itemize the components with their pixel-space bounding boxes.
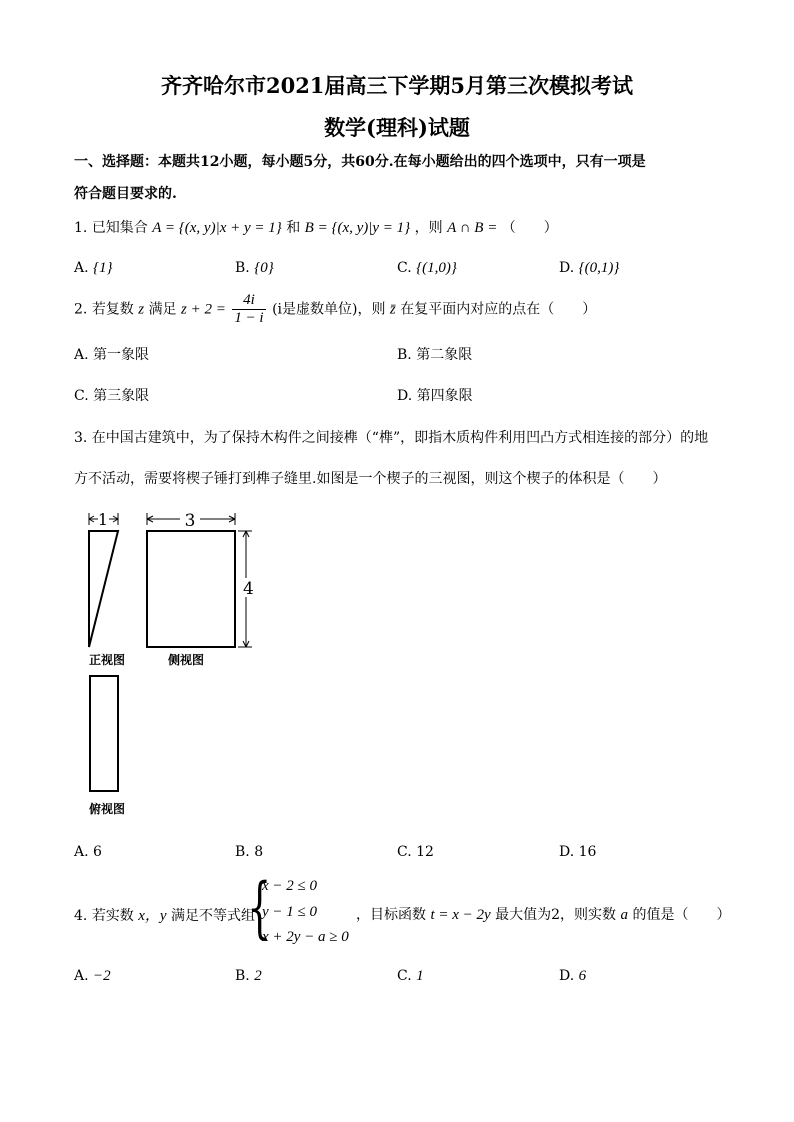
fraction xyxy=(232,292,265,327)
question-2 xyxy=(74,292,596,327)
option-key: A. xyxy=(74,260,89,276)
option-value: {0} xyxy=(254,260,274,276)
option-key: B. xyxy=(397,347,412,363)
set-a-expression: A = {(x, y)|x + y = 1} xyxy=(152,220,282,236)
option-key: D. xyxy=(559,844,575,860)
option-value: 8 xyxy=(254,844,264,860)
objective-function: t = x − 2y xyxy=(430,907,491,923)
option-key: D. xyxy=(559,968,575,984)
option-value: {(0,1)} xyxy=(578,260,620,276)
top-view-label: 俯视图 xyxy=(89,802,126,816)
question-text: 满足 xyxy=(148,301,177,318)
page-title: 齐齐哈尔市2021届高三下学期5月第三次模拟考试 xyxy=(160,73,634,98)
inequality-1: x − 2 ≤ 0 xyxy=(262,878,318,894)
question-text: 满足不等式组 xyxy=(171,908,256,924)
option-key: A. xyxy=(74,968,89,984)
intersection-expression: A ∩ B = xyxy=(447,220,498,236)
question-number: 2. xyxy=(74,301,88,318)
question-text: 若实数 xyxy=(91,908,134,924)
q1-option-a[interactable] xyxy=(74,260,113,277)
question-1 xyxy=(74,217,558,237)
q3-option-c[interactable] xyxy=(397,844,434,860)
option-value: {(1,0)} xyxy=(416,260,457,276)
option-key: D. xyxy=(559,260,575,276)
option-key: D. xyxy=(397,388,413,404)
option-value: 2 xyxy=(254,968,262,984)
three-view-figure xyxy=(80,505,270,825)
q4-option-d[interactable] xyxy=(559,968,586,985)
variable-zbar: z̄ xyxy=(389,301,396,318)
question-number: 4. xyxy=(74,908,88,924)
question-text: (i是虚数单位)，则 xyxy=(272,301,386,318)
question-text: 已知集合 xyxy=(91,220,148,236)
variable-z: z xyxy=(138,301,145,318)
option-value: 第二象限 xyxy=(416,347,473,363)
option-value: 6 xyxy=(578,968,587,984)
option-key: B. xyxy=(235,260,250,276)
front-view xyxy=(89,531,118,647)
side-view-label: 侧视图 xyxy=(168,653,205,667)
front-view-label: 正视图 xyxy=(89,653,126,667)
fraction-denominator: 1 − i xyxy=(234,310,264,326)
option-key: B. xyxy=(235,844,250,860)
variables-xy: x，y xyxy=(138,908,167,924)
q3-option-d[interactable] xyxy=(559,844,596,860)
question-4-suffix xyxy=(356,904,730,924)
dimension-label-4: 4 xyxy=(243,579,254,599)
q3-option-a[interactable] xyxy=(74,844,102,860)
question-3-line1: 3. 在中国古建筑中，为了保持木构件之间接榫（“榫”，即指木质构件利用凹凸方式相连接的部分）的地 xyxy=(74,430,709,446)
question-number: 1. xyxy=(74,220,88,236)
system-brace: { xyxy=(248,869,272,946)
question-text: ，则 xyxy=(414,220,443,236)
answer-paren: （ ） xyxy=(501,220,558,236)
q4-option-c[interactable] xyxy=(397,968,424,985)
side-view xyxy=(147,531,235,647)
q3-option-b[interactable] xyxy=(235,844,263,860)
option-value: 1 xyxy=(416,968,424,984)
fraction-numerator: 4i xyxy=(232,292,265,310)
option-value: −2 xyxy=(93,968,111,984)
question-text: 在复平面内对应的点在（ ） xyxy=(400,301,597,318)
option-value: 16 xyxy=(578,844,597,860)
option-value: 6 xyxy=(93,844,102,860)
q2-option-c[interactable] xyxy=(74,385,149,405)
option-value: {1} xyxy=(93,260,113,276)
section-heading-line2: 符合题目要求的. xyxy=(74,186,177,202)
dimension-label-1: 1 xyxy=(97,510,109,529)
q2-option-d[interactable] xyxy=(397,385,473,405)
q2-option-b[interactable] xyxy=(397,344,472,364)
top-view xyxy=(90,676,118,791)
question-text: 的值是（ ） xyxy=(632,907,731,923)
option-value: 12 xyxy=(416,844,434,860)
option-value: 第四象限 xyxy=(416,388,473,404)
page-subtitle: 数学(理科)试题 xyxy=(324,115,470,140)
q4-option-a[interactable] xyxy=(74,968,111,985)
question-text: 和 xyxy=(286,220,301,236)
section-heading-line1: 一、选择题：本题共12小题，每小题5分，共60分.在每小题给出的四个选项中，只有一项是 xyxy=(74,154,646,170)
option-key: C. xyxy=(397,844,412,860)
dimension-label-3: 3 xyxy=(184,511,196,531)
q1-option-c[interactable] xyxy=(397,260,457,277)
option-value: 第一象限 xyxy=(93,347,150,363)
option-key: C. xyxy=(74,388,89,404)
option-key: C. xyxy=(397,968,412,984)
question-text: 最大值为2，则实数 xyxy=(495,907,617,923)
set-b-expression: B = {(x, y)|y = 1} xyxy=(304,220,411,236)
variable-a: a xyxy=(620,907,629,923)
option-key: B. xyxy=(235,968,250,984)
question-3-line2: 方不活动，需要将楔子锤打到榫子缝里.如图是一个楔子的三视图，则这个楔子的体积是（ ） xyxy=(74,471,667,487)
q1-option-d[interactable] xyxy=(559,260,619,277)
inequality-2: y − 1 ≤ 0 xyxy=(262,904,318,920)
q2-option-a[interactable] xyxy=(74,344,149,364)
option-value: 第三象限 xyxy=(93,388,150,404)
question-text: 若复数 xyxy=(91,301,134,318)
option-key: A. xyxy=(74,347,89,363)
option-key: A. xyxy=(74,844,89,860)
question-4-prefix xyxy=(74,904,255,925)
question-text: ，目标函数 xyxy=(356,907,426,923)
q4-option-b[interactable] xyxy=(235,968,262,985)
q1-option-b[interactable] xyxy=(235,260,274,277)
equation-lhs: z + 2 = xyxy=(181,301,226,318)
inequality-3: x + 2y − a ≥ 0 xyxy=(262,929,349,945)
option-key: C. xyxy=(397,260,412,276)
